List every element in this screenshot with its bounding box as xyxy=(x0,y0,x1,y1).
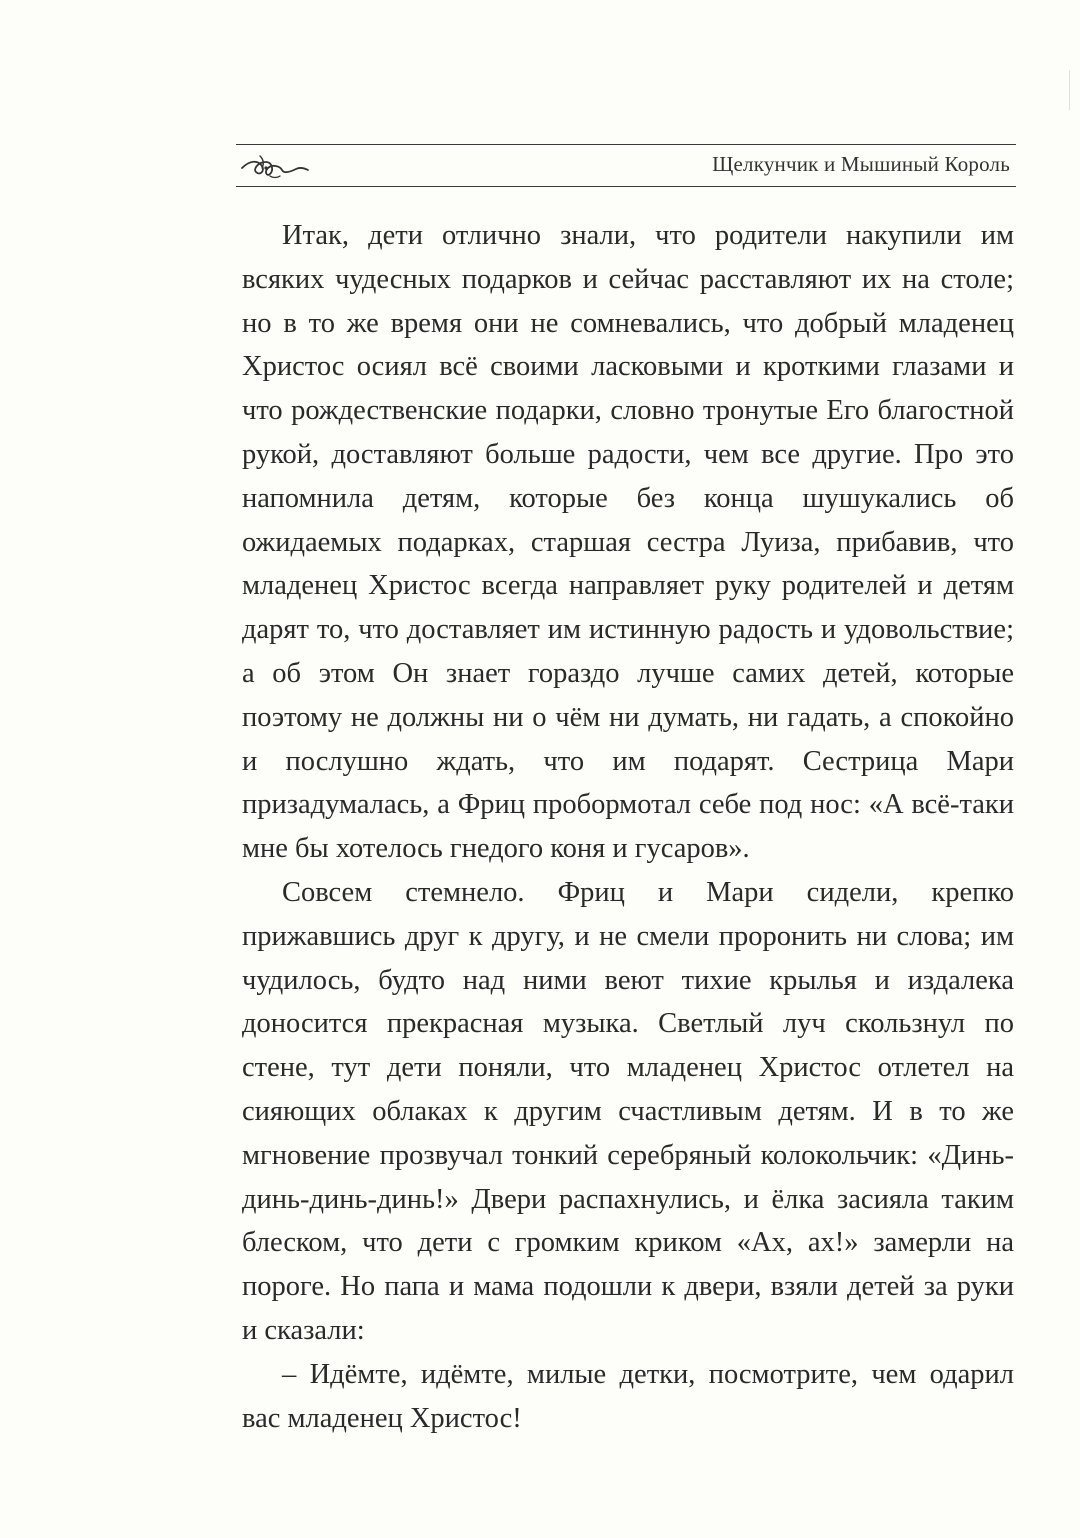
paragraph: Совсем стемнело. Фриц и Мари сидели, крепко прижавшись друг к другу, и не смели проронить ни слова; им чудилось, будто над ними веют тихие крылья и издалека доносится прекрасная музыка. Светлый луч скользнул по стене, тут дети поняли, что младенец Христос отлетел на сияющих облаках к другим счастливым детям. И в то же мгновение прозвучал тонкий серебряный колокольчик: «Динь-динь-динь-динь!» Двери распахнулись, и ёлка засияла таким блеском, что дети с громким криком «Ах, ах!» замерли на пороге. Но папа и мама подошли к двери, взяли детей за руки и сказали: xyxy=(242,876,1014,1346)
header-rule-top xyxy=(236,144,1016,145)
body-text xyxy=(242,214,1014,1440)
flourish-ornament-icon xyxy=(240,150,310,182)
header-rule-bottom xyxy=(236,186,1016,187)
scan-artifact xyxy=(1069,70,1070,110)
paragraph: Итак, дети отлично знали, что родители накупили им всяких чудесных подарков и сейчас расставляют их на столе; но в то же время они не сомневались, что добрый младенец Христос осиял всё своими ласковыми и кроткими глазами и что рождественские подарки, словно тронутые Его благостной рукой, доставляют больше радости, чем все другие. Про это напомнила детям, которые без конца шушукались об ожидаемых подарках, старшая сестра Луиза, прибавив, что младенец Христос всегда направляет руку родителей и детям дарят то, что доставляет им истинную радость и удовольствие; а об этом Он знает гораздо лучше самих детей, которые поэтому не должны ни о чём ни думать, ни гадать, а спокойно и послушно ждать, что им подарят. Сестрица Мари призадумалась, а Фриц пробормотал себе под нос: «А всё-таки мне бы хотелось гнедого коня и гусаров». xyxy=(242,220,1014,865)
dialogue-paragraph: – Идёмте, идёмте, милые детки, посмотрите, чем одарил вас младенец Христос! xyxy=(242,1358,1014,1434)
running-head xyxy=(236,138,1016,194)
running-head-title: Щелкунчик и Мышиный Король xyxy=(712,152,1010,176)
